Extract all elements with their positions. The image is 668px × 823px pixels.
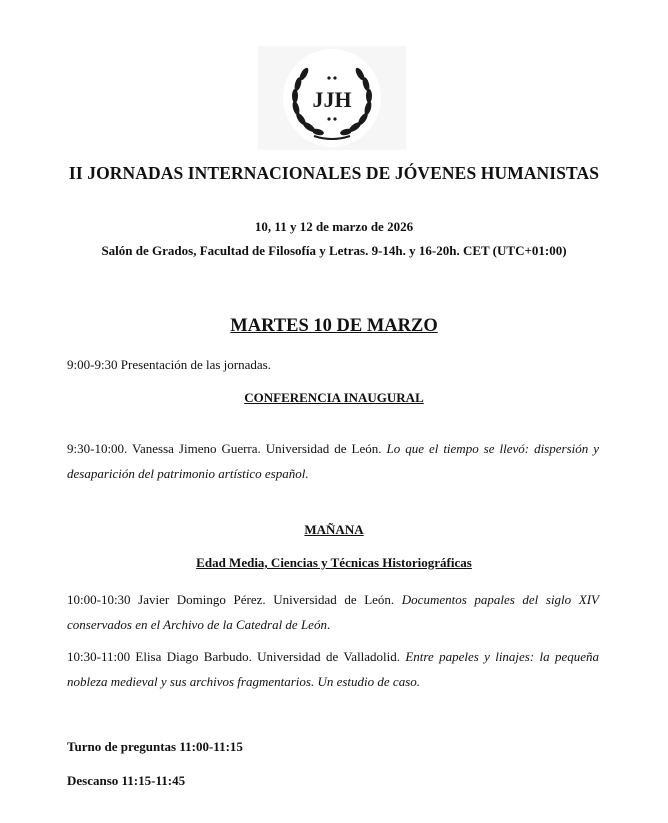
talk-2 bbox=[67, 644, 599, 694]
event-venue: Salón de Grados, Facultad de Filosofía y Letras. 9-14h. y 16-20h. CET (UTC+01:00) bbox=[101, 243, 567, 258]
logo-monogram: JJH bbox=[312, 87, 352, 112]
keynote-title: Lo que el tiempo se llevó: dispersión y desaparición del patrimonio artístico español. bbox=[67, 441, 599, 481]
panel-heading: Edad Media, Ciencias y Técnicas Historiográficas bbox=[196, 555, 472, 570]
laurel-wreath-logo bbox=[258, 46, 406, 150]
talk-2-title: Entre papeles y linajes: la pequeña nobleza medieval y sus archivos fragmentarios. Un estudio de caso. bbox=[67, 649, 599, 689]
break-slot: Descanso 11:15-11:45 bbox=[67, 773, 186, 788]
logo bbox=[258, 46, 406, 150]
talk-1 bbox=[67, 587, 599, 637]
keynote-heading: CONFERENCIA INAUGURAL bbox=[244, 390, 424, 405]
keynote-entry bbox=[67, 436, 599, 486]
event-title: II JORNADAS INTERNACIONALES DE JÓVENES HUMANISTAS bbox=[68, 163, 600, 183]
talk-1-time-author: 10:00-10:30 Javier Domingo Pérez. Universidad de León. bbox=[67, 592, 402, 607]
morning-heading: MAÑANA bbox=[304, 522, 364, 537]
talk-1-end: . bbox=[326, 617, 331, 632]
day-heading: MARTES 10 DE MARZO bbox=[230, 316, 438, 336]
event-dates: 10, 11 y 12 de marzo de 2026 bbox=[254, 219, 414, 234]
opening-session: 9:00-9:30 Presentación de las jornadas. bbox=[67, 357, 271, 372]
talk-1-title: Documentos papales del siglo XIV conservados en el Archivo de la Catedral de León bbox=[67, 592, 599, 632]
talk-2-time-author: 10:30-11:00 Elisa Diago Barbudo. Universidad de Valladolid. bbox=[67, 649, 406, 664]
questions-slot: Turno de preguntas 11:00-11:15 bbox=[67, 739, 243, 754]
keynote-time-author: 9:30-10:00. Vanessa Jimeno Guerra. Universidad de León. bbox=[67, 441, 387, 456]
